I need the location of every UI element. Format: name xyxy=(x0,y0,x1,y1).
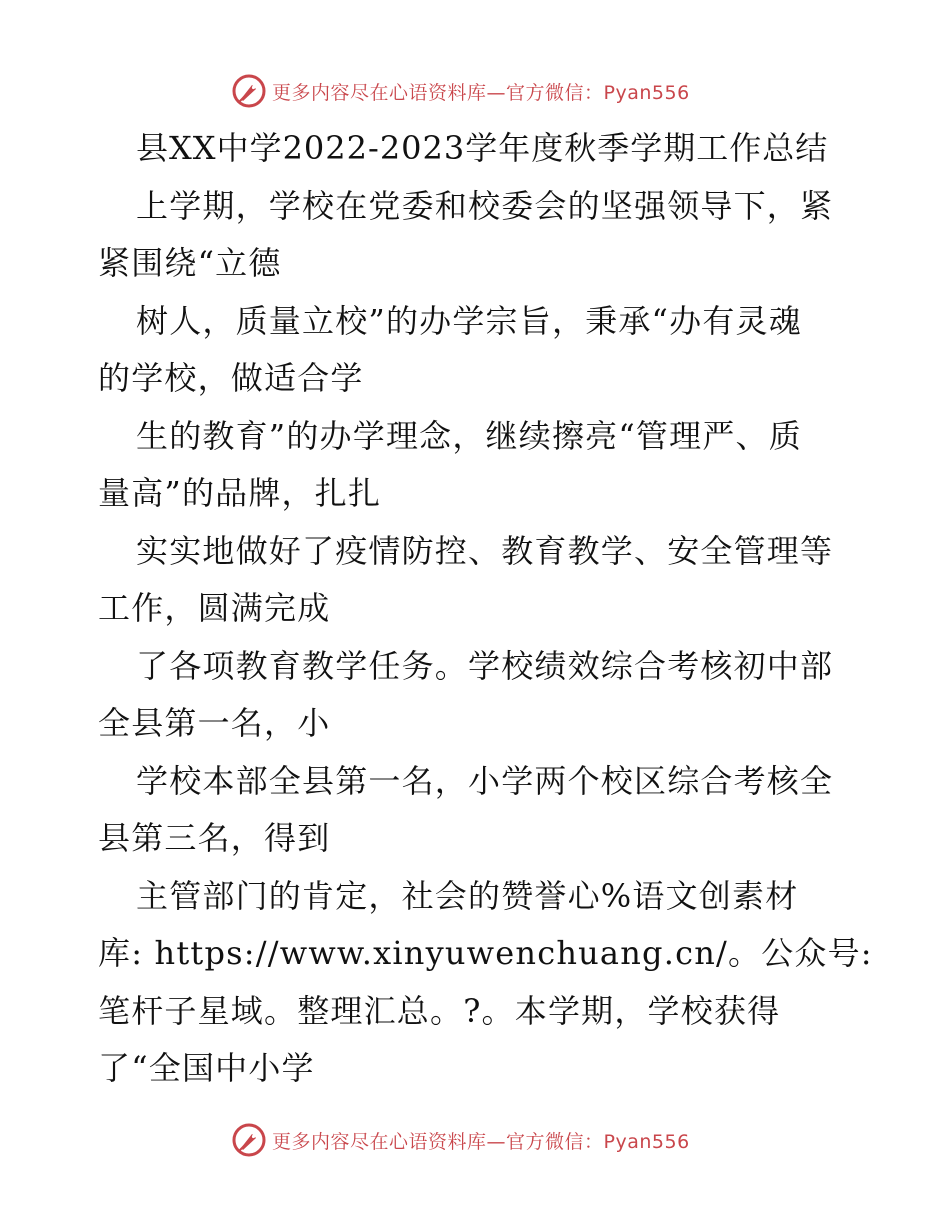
paragraph-line: 上学期，学校在党委和校委会的坚强领导下，紧 xyxy=(136,186,834,225)
paragraph-line: 生的教育”的办学理念，继续擦亮“管理严、质 xyxy=(136,416,802,455)
paragraph-line: 紧围绕“立德 xyxy=(98,244,282,282)
paragraph-line: 了各项教育教学任务。学校绩效综合考核初中部 xyxy=(136,646,834,685)
header-banner-text: 更多内容尽在心语资料库—官方微信：Pyan556 xyxy=(272,81,690,104)
pen-nib-logo-icon xyxy=(232,1123,266,1157)
paragraph-line: 学校本部全县第一名，小学两个校区综合考核全 xyxy=(136,761,834,800)
footer-banner xyxy=(232,1121,690,1159)
paragraph-line: 主管部门的肯定，社会的赞誉心%语文创素材 xyxy=(136,876,799,915)
paragraph-line: 树人，质量立校”的办学宗旨，秉承“办有灵魂 xyxy=(136,301,802,340)
paragraph-line: 笔杆子星域。整理汇总。?。本学期，学校获得 xyxy=(98,991,781,1030)
paragraph-line: 实实地做好了疫情防控、教育教学、安全管理等 xyxy=(136,531,834,570)
paragraph-line: 全县第一名，小 xyxy=(98,704,331,742)
paragraph-line: 了“全国中小学 xyxy=(98,1049,315,1087)
paragraph-line: 县第三名，得到 xyxy=(98,819,331,857)
paragraph-line: 库: https://www.xinyuwenchuang.cn/。公众号: xyxy=(98,934,873,972)
header-banner xyxy=(232,72,690,110)
pen-nib-logo-icon xyxy=(232,74,266,108)
paragraph-line: 的学校，做适合学 xyxy=(98,359,364,397)
document-body xyxy=(98,120,873,1098)
document-title: 县XX中学2022-2023学年度秋季学期工作总结 xyxy=(136,129,829,167)
paragraph-line: 量高”的品牌，扎扎 xyxy=(98,474,382,512)
footer-banner-text: 更多内容尽在心语资料库—官方微信：Pyan556 xyxy=(272,1130,690,1153)
paragraph-line: 工作，圆满完成 xyxy=(98,589,331,627)
